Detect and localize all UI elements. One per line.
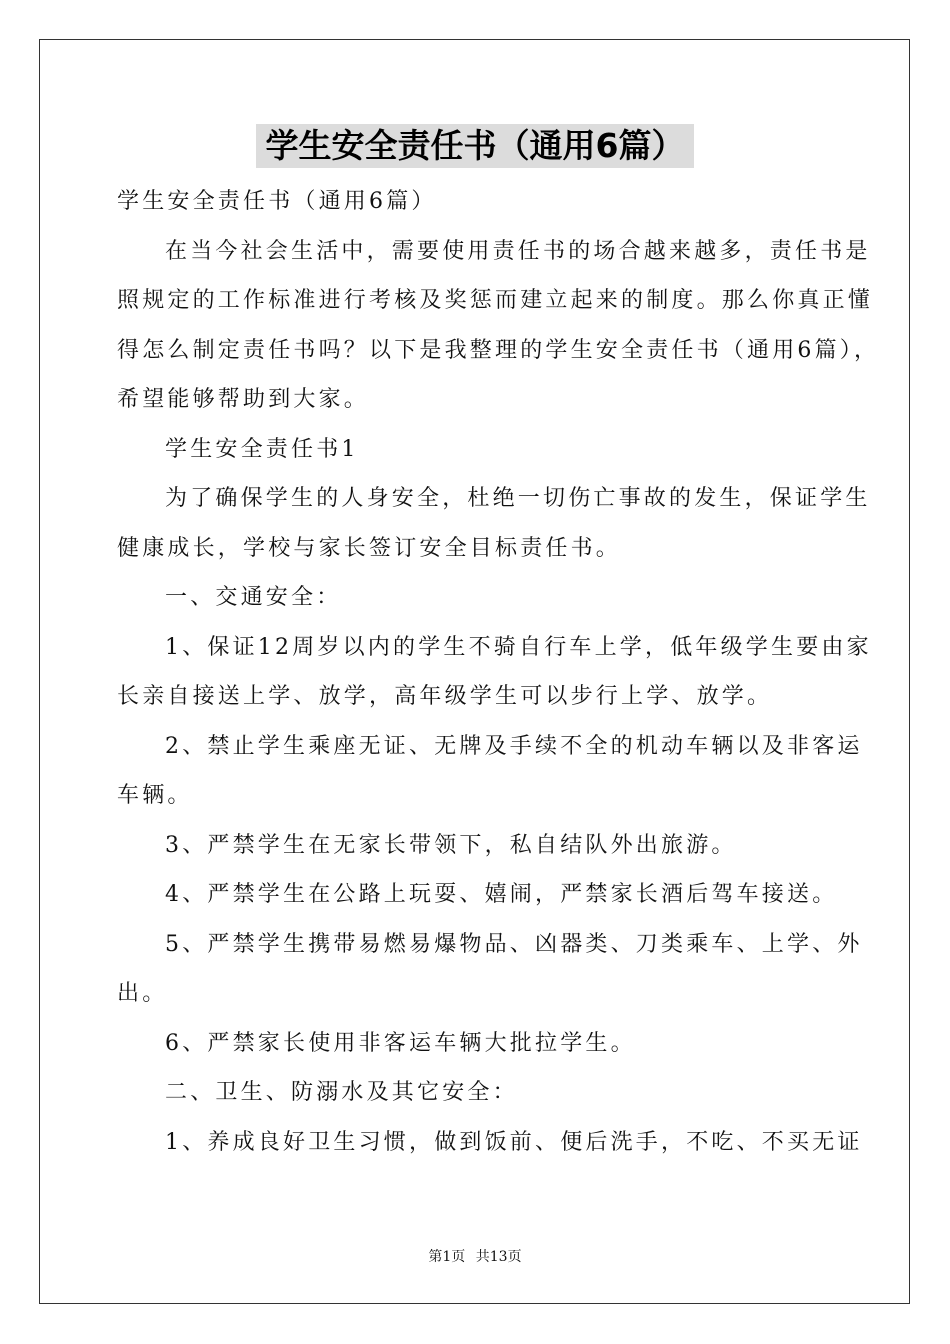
text-line: 得怎么制定责任书吗？以下是我整理的学生安全责任书（通用6篇）， [117, 337, 880, 363]
page-footer [0, 1246, 950, 1266]
document-body [117, 177, 880, 1167]
text-line: 出。 [117, 981, 168, 1006]
text-line: 1、养成良好卫生习惯，做到饭前、便后洗手，不吃、不买无证 [165, 1129, 863, 1155]
text-line: 2、禁止学生乘座无证、无牌及手续不全的机动车辆以及非客运 [165, 733, 863, 759]
text-line: 1、保证12周岁以内的学生不骑自行车上学，低年级学生要由家 [165, 634, 872, 660]
text-line: 健康成长，学校与家长签订安全目标责任书。 [117, 535, 622, 561]
text-line: 一、交通安全： [165, 585, 342, 610]
text-line: 照规定的工作标准进行考核及奖惩而建立起来的制度。那么你真正懂 [117, 288, 874, 313]
text-line: 学生安全责任书（通用6篇） [117, 189, 437, 214]
text-line: 4、严禁学生在公路上玩耍、嬉闹，严禁家长酒后驾车接送。 [165, 882, 838, 907]
page-number: 第1页 [428, 1249, 466, 1265]
text-line: 二、卫生、防溺水及其它安全： [165, 1080, 518, 1105]
title-container [0, 124, 950, 168]
text-line: 为了确保学生的人身安全，杜绝一切伤亡事故的发生，保证学生 [165, 486, 871, 511]
page-total: 共13页 [475, 1249, 522, 1265]
text-line: 学生安全责任书1 [165, 436, 359, 462]
text-line: 在当今社会生活中，需要使用责任书的场合越来越多，责任书是 [165, 238, 871, 264]
text-line: 3、严禁学生在无家长带领下，私自结队外出旅游。 [165, 832, 737, 858]
document-title: 学生安全责任书（通用6篇） [256, 124, 695, 168]
text-line: 6、严禁家长使用非客运车辆大批拉学生。 [165, 1030, 636, 1056]
text-line: 车辆。 [117, 783, 193, 808]
text-line: 长亲自接送上学、放学，高年级学生可以步行上学、放学。 [117, 684, 773, 709]
text-line: 5、严禁学生携带易燃易爆物品、凶器类、刀类乘车、上学、外 [165, 931, 863, 957]
text-line: 希望能够帮助到大家。 [117, 387, 370, 412]
